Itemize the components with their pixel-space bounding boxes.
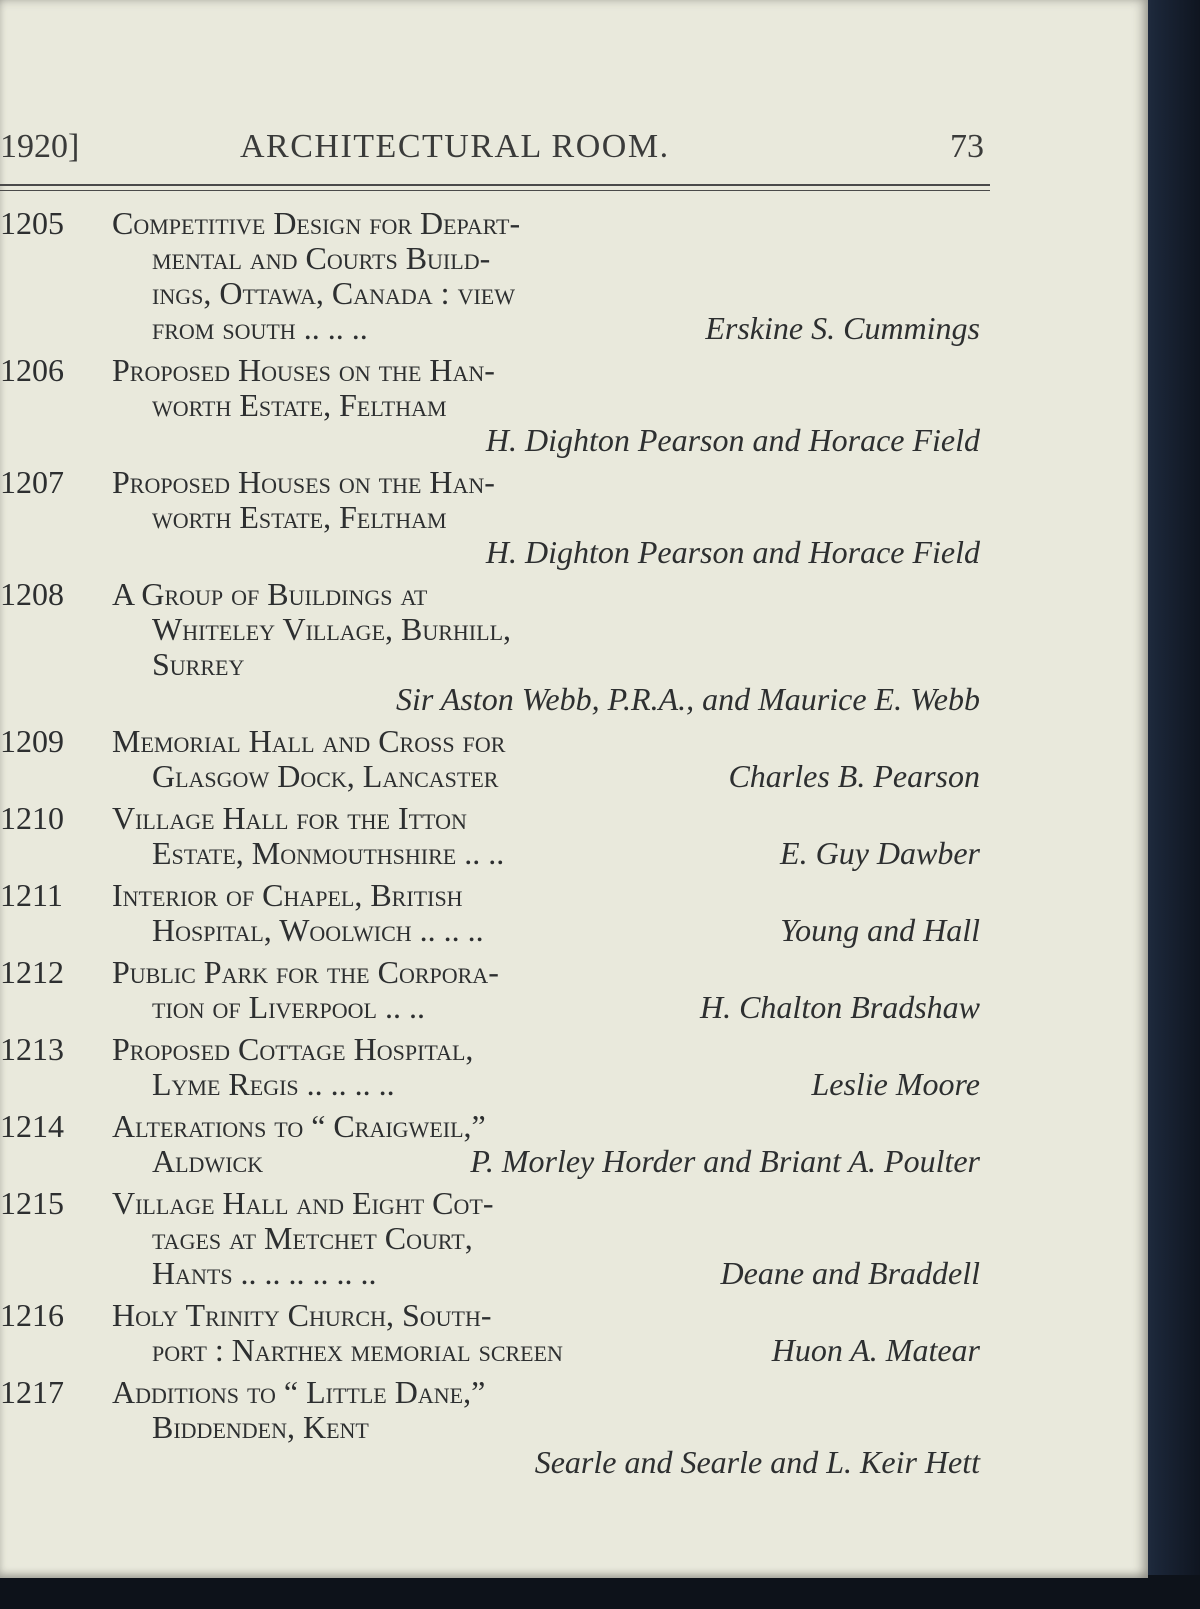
entry-title-line: Holy Trinity Church, South- [112,1297,492,1333]
entry-title [112,206,672,346]
entry-title-line: Estate, Monmouthshire .. .. [152,835,505,871]
entry-number: 1211 [0,877,63,913]
entry-title-line: Glasgow Dock, Lancaster [152,758,499,794]
entry-title-line: Public Park for the Corpora- [112,954,499,990]
entry-number: 1205 [0,205,64,241]
entry-title-line: tages at Metchet Court, [152,1220,473,1256]
entry-number: 1213 [0,1031,64,1067]
entry-title-line: mental and Courts Build- [152,240,491,276]
entry-title [112,1375,672,1445]
entry-number: 1207 [0,464,64,500]
entry-title-line: Village Hall for the Itton [112,800,467,836]
entry-architect: Huon A. Matear [771,1332,980,1368]
catalogue-entry [0,955,990,1025]
entry-number: 1209 [0,723,64,759]
entry-title-line: Competitive Design for Depart- [112,205,521,241]
catalogue-entry [0,878,990,948]
entry-title-line: Aldwick [152,1143,264,1179]
entry-architect: Young and Hall [780,912,980,948]
entry-title [112,955,672,1025]
catalogue-entry [0,206,990,346]
entry-title-line: Additions to “ Little Dane,” [112,1374,486,1410]
entry-title [112,878,672,948]
entry-architect: Deane and Braddell [720,1255,980,1291]
catalogue-entry [0,801,990,871]
header-rule [0,184,990,186]
entry-title-line: worth Estate, Feltham [152,387,447,423]
entry-title-line: Alterations to “ Craigweil,” [112,1108,486,1144]
catalogue-entry [0,1032,990,1102]
entry-title-line: Memorial Hall and Cross for [112,723,506,759]
catalogue-entry [0,724,990,794]
header-rule-thin [0,190,990,191]
entry-title-line: Interior of Chapel, British [112,877,463,913]
entry-number: 1217 [0,1374,64,1410]
entry-title-line: Hospital, Woolwich .. .. .. [152,912,484,948]
entry-title [112,577,672,682]
running-head-year: 1920] [0,128,80,165]
entry-title-line: Lyme Regis .. .. .. .. [152,1066,395,1102]
entry-title [112,1032,672,1102]
entry-title-line: Biddenden, Kent [152,1409,369,1445]
book-bottom-edge [0,1575,1200,1609]
entry-number: 1212 [0,954,64,990]
catalogue-entry [0,1109,990,1179]
entry-architect: H. Dighton Pearson and Horace Field [485,534,980,570]
entry-number: 1215 [0,1185,64,1221]
entry-architect: Charles B. Pearson [728,758,980,794]
entry-number: 1214 [0,1108,64,1144]
entry-title [112,1298,672,1368]
entry-title-line: A Group of Buildings at [112,576,428,612]
entry-title-line: tion of Liverpool .. .. [152,989,425,1025]
entry-architect: Erskine S. Cummings [705,310,980,346]
entry-title-line: ings, Ottawa, Canada : view [152,275,515,311]
entry-title-line: Proposed Houses on the Han- [112,352,495,388]
page-number: 73 [950,128,984,165]
catalogue-entry [0,1298,990,1368]
entry-number: 1208 [0,576,64,612]
entry-title-line: Hants .. .. .. .. .. .. [152,1255,377,1291]
entry-title [112,801,672,871]
entry-list [0,206,990,1487]
entry-architect: Sir Aston Webb, P.R.A., and Maurice E. Webb [396,681,980,717]
entry-number: 1206 [0,352,64,388]
entry-title [112,465,672,535]
catalogue-entry [0,353,990,458]
entry-number: 1216 [0,1297,64,1333]
entry-architect: Leslie Moore [811,1066,980,1102]
running-head-title: ARCHITECTURAL ROOM. [240,128,670,165]
catalogue-entry [0,1186,990,1291]
entry-architect: H. Chalton Bradshaw [699,989,980,1025]
entry-title-line: port : Narthex memorial screen [152,1332,563,1368]
catalogue-entry [0,465,990,570]
entry-architect: Searle and Searle and L. Keir Hett [534,1444,980,1480]
entry-title-line: Surrey [152,646,245,682]
entry-number: 1210 [0,800,64,836]
entry-title-line: worth Estate, Feltham [152,499,447,535]
entry-title-line: Proposed Houses on the Han- [112,464,495,500]
entry-title-line: from south .. .. .. [152,310,368,346]
entry-architect: E. Guy Dawber [780,835,980,871]
entry-title [112,724,672,794]
entry-title-line: Proposed Cottage Hospital, [112,1031,474,1067]
running-head [0,128,990,178]
catalogue-entry [0,1375,990,1480]
catalogue-entry [0,577,990,717]
entry-title [112,1186,672,1291]
entry-title-line: Village Hall and Eight Cot- [112,1185,494,1221]
entry-title-line: Whiteley Village, Burhill, [152,611,512,647]
entry-architect: P. Morley Horder and Briant A. Poulter [470,1143,980,1179]
entry-title [112,353,672,423]
entry-architect: H. Dighton Pearson and Horace Field [485,422,980,458]
